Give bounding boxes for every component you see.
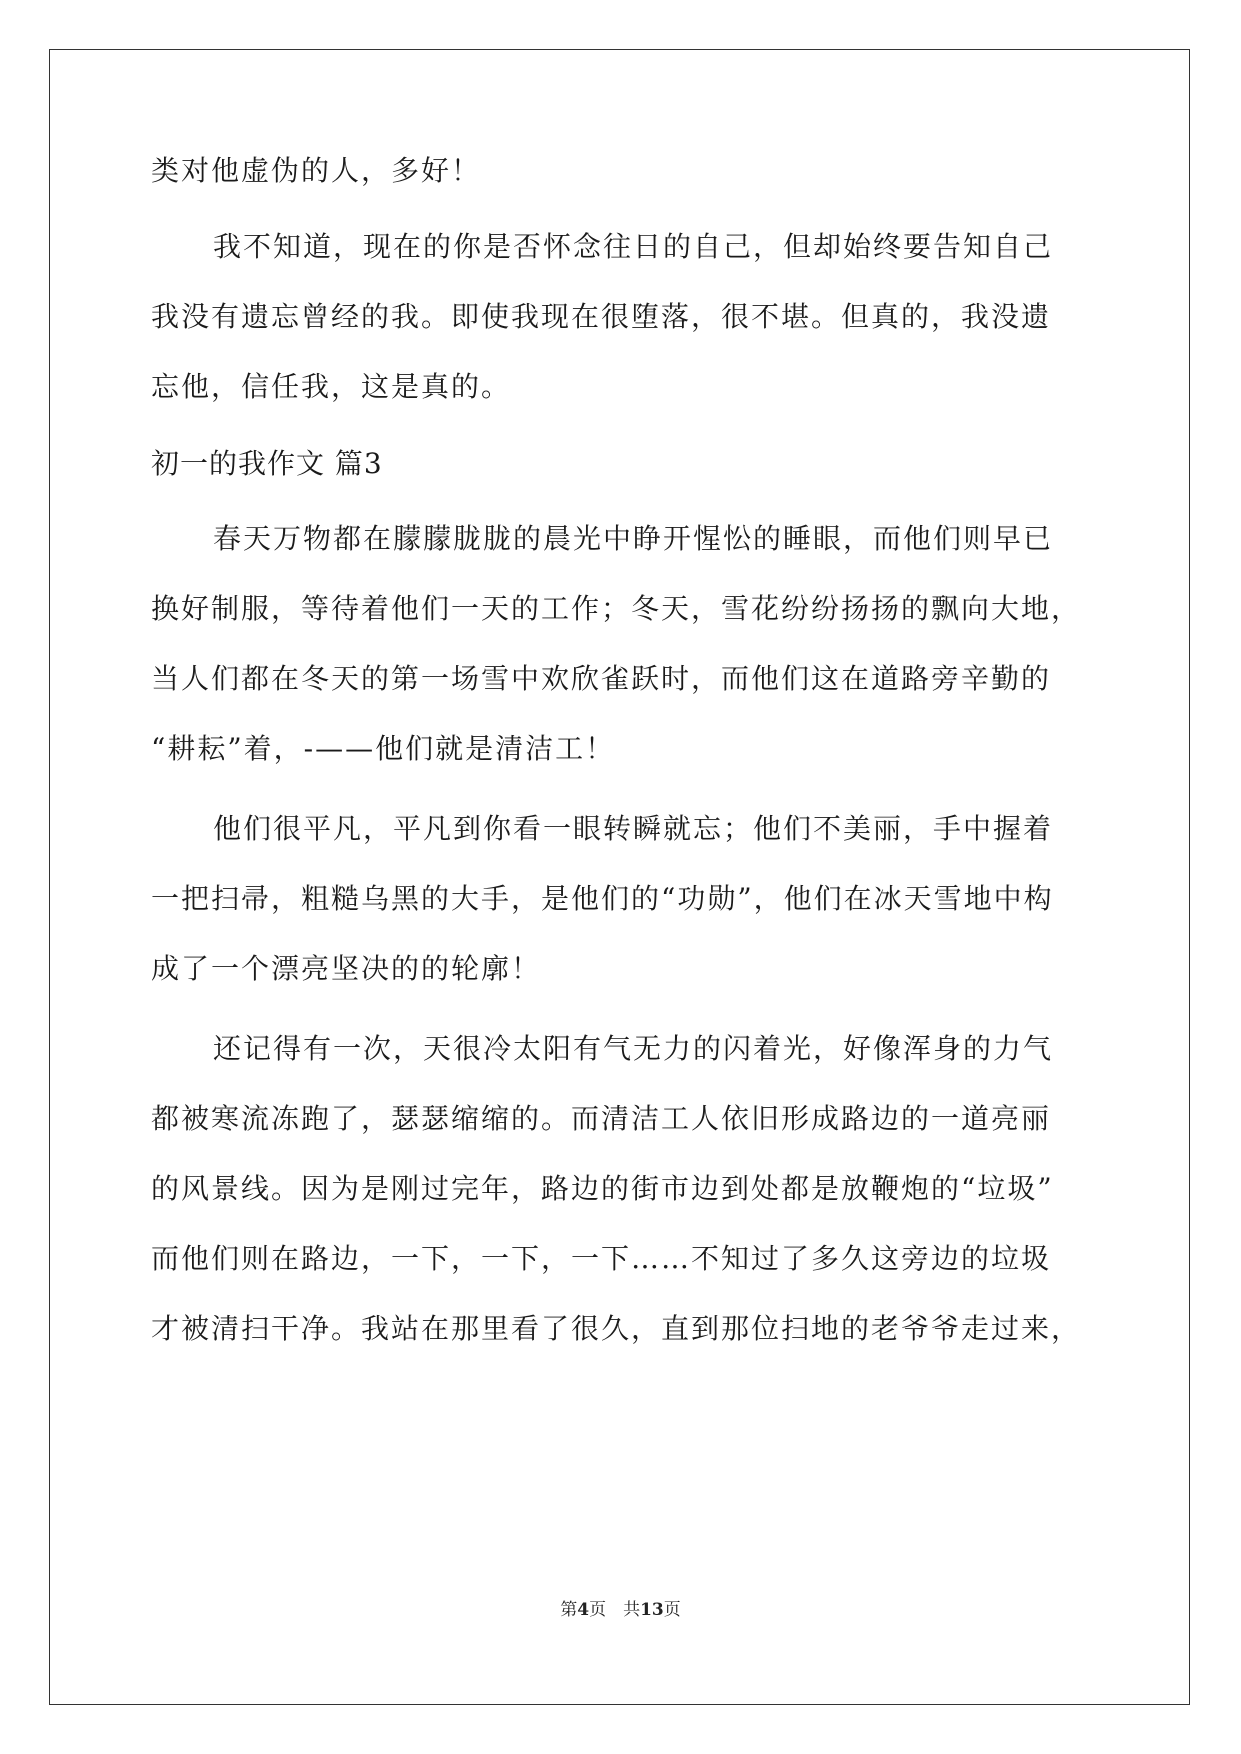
- paragraph-line: 当人们都在冬天的第一场雪中欢欣雀跃时，而他们这在道路旁辛勤的: [151, 662, 1052, 695]
- page-footer: [0, 1598, 1241, 1622]
- paragraph-line: 我不知道，现在的你是否怀念往日的自己，但却始终要告知自己: [213, 230, 1054, 263]
- paragraph-line: 一把扫帚，粗糙乌黑的大手，是他们的“功勋”，他们在冰天雪地中构: [151, 882, 1054, 915]
- total-pages-number: 13: [640, 1600, 664, 1620]
- paragraph-line: 忘他，信任我，这是真的。: [151, 370, 512, 403]
- footer-prefix: 第: [560, 1600, 578, 1620]
- paragraph-line: 的风景线。因为是刚过完年，路边的街市边到处都是放鞭炮的“垃圾”: [151, 1172, 1054, 1205]
- footer-middle: 页 共: [589, 1600, 641, 1620]
- paragraph-line: 而他们则在路边，一下，一下，一下……不知过了多久这旁边的垃圾: [151, 1242, 1052, 1275]
- paragraph-line: 才被清扫干净。我站在那里看了很久，直到那位扫地的老爷爷走过来，: [151, 1312, 1082, 1345]
- paragraph-line: 换好制服，等待着他们一天的工作；冬天，雪花纷纷扬扬的飘向大地，: [151, 592, 1082, 625]
- paragraph-line: 春天万物都在朦朦胧胧的晨光中睁开惺忪的睡眼，而他们则早已: [213, 522, 1054, 555]
- paragraph-line: 都被寒流冻跑了，瑟瑟缩缩的。而清洁工人依旧形成路边的一道亮丽: [151, 1102, 1052, 1135]
- paragraph-line: 我没有遗忘曾经的我。即使我现在很堕落，很不堪。但真的，我没遗: [151, 300, 1052, 333]
- current-page-number: 4: [577, 1600, 590, 1620]
- footer-suffix: 页: [663, 1600, 681, 1620]
- paragraph-line: 类对他虚伪的人，多好！: [151, 154, 482, 187]
- paragraph-line: 成了一个漂亮坚决的的轮廓！: [151, 952, 542, 985]
- paragraph-line: 他们很平凡，平凡到你看一眼转瞬就忘；他们不美丽，手中握着: [213, 812, 1054, 845]
- paragraph-line: “耕耘”着，-——他们就是清洁工！: [151, 732, 616, 765]
- section-heading: 初一的我作文 篇3: [151, 447, 383, 480]
- paragraph-line: 还记得有一次，天很冷太阳有气无力的闪着光，好像浑身的力气: [213, 1032, 1054, 1065]
